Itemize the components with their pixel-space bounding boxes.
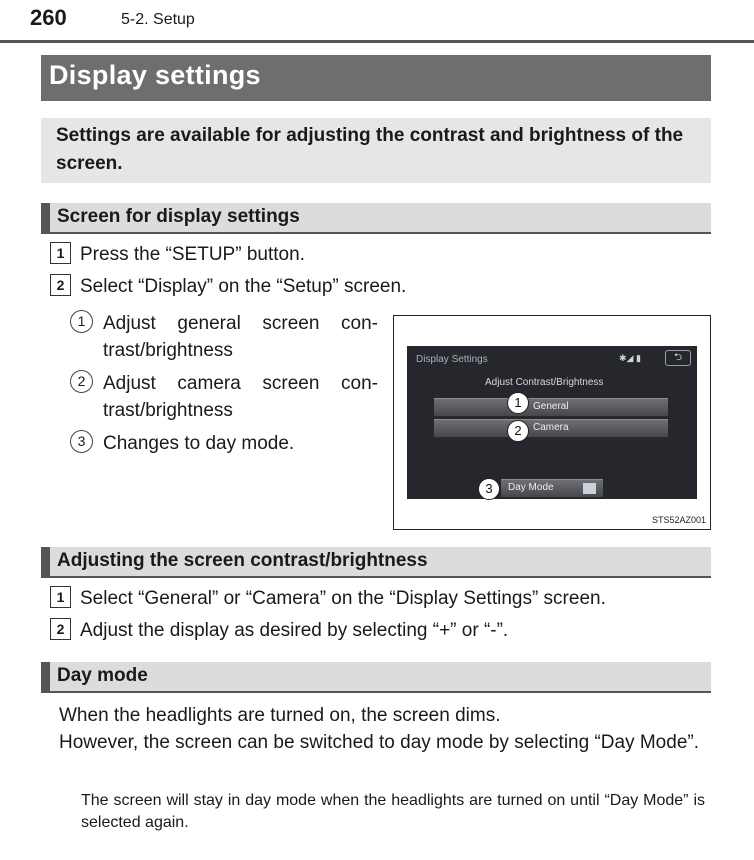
section-path: 5-2. Setup (121, 11, 195, 28)
step-text: Adjust the display as desired by selecting “+” or “-”. (80, 620, 509, 642)
camera-button[interactable] (434, 419, 668, 438)
general-button[interactable] (434, 398, 668, 417)
screen-subtitle: Adjust Contrast/Brightness (485, 377, 604, 388)
intro-box (41, 118, 711, 183)
heading-adjusting-contrast (41, 547, 711, 578)
camera-button-label: Camera (533, 422, 569, 433)
page-title-bar (41, 55, 711, 101)
back-icon[interactable]: ⮌ (665, 350, 691, 366)
step-number: 1 (50, 586, 71, 608)
item-number: 1 (70, 310, 93, 333)
step-text: Select “Display” on the “Setup” screen. (80, 276, 407, 298)
callout-marker-3: 3 (478, 478, 500, 500)
day-mode-button-label: Day Mode (508, 482, 554, 493)
day-mode-toggle[interactable] (583, 483, 596, 494)
page-header (0, 0, 754, 43)
heading-day-mode (41, 662, 711, 693)
status-icons: ✱◢ ▮ (619, 353, 641, 363)
item-day-mode (70, 430, 378, 457)
step-number: 2 (50, 618, 71, 640)
day-mode-note: The screen will stay in day mode when the headlights are turned on until “Day Mode” is selected again. (81, 792, 705, 831)
day-mode-paragraph-1: When the headlights are turned on, the screen dims. (59, 705, 501, 726)
intro-text: Settings are available for adjusting the contrast and brightness of the screen. (56, 125, 684, 174)
page-title: Display settings (49, 60, 261, 90)
step-2 (50, 276, 406, 298)
display-settings-screen (407, 346, 697, 499)
display-settings-figure (393, 315, 711, 530)
page-number: 260 (30, 5, 67, 30)
item-text: Changes to day mode. (103, 433, 295, 454)
item-number: 2 (70, 370, 93, 393)
screen-title: Display Settings (416, 354, 488, 365)
heading-screen-for-display-settings (41, 203, 711, 234)
heading-text: Adjusting the screen contrast/brightness (57, 550, 428, 571)
general-button-label: General (533, 401, 569, 412)
step-2 (50, 620, 508, 642)
item-text: Adjust camera screen con- (103, 373, 378, 394)
step-1 (50, 588, 606, 610)
step-1 (50, 244, 305, 266)
heading-text: Screen for display settings (57, 206, 300, 227)
item-text: Adjust general screen con- (103, 313, 378, 334)
step-text: Select “General” or “Camera” on the “Display Settings” screen. (80, 588, 606, 610)
item-general (70, 310, 378, 361)
callout-marker-1: 1 (507, 392, 529, 414)
item-camera (70, 370, 378, 421)
step-number: 2 (50, 274, 71, 296)
item-number: 3 (70, 430, 93, 453)
heading-text: Day mode (57, 665, 148, 686)
callout-marker-2: 2 (507, 420, 529, 442)
item-text: trast/brightness (103, 400, 233, 421)
day-mode-button[interactable] (501, 479, 603, 497)
step-number: 1 (50, 242, 71, 264)
item-text: trast/brightness (103, 340, 233, 361)
day-mode-paragraph-2: However, the screen can be switched to day mode by selecting “Day Mode”. (59, 732, 699, 753)
figure-code: STS52AZ001 (651, 515, 706, 525)
step-text: Press the “SETUP” button. (80, 244, 305, 266)
